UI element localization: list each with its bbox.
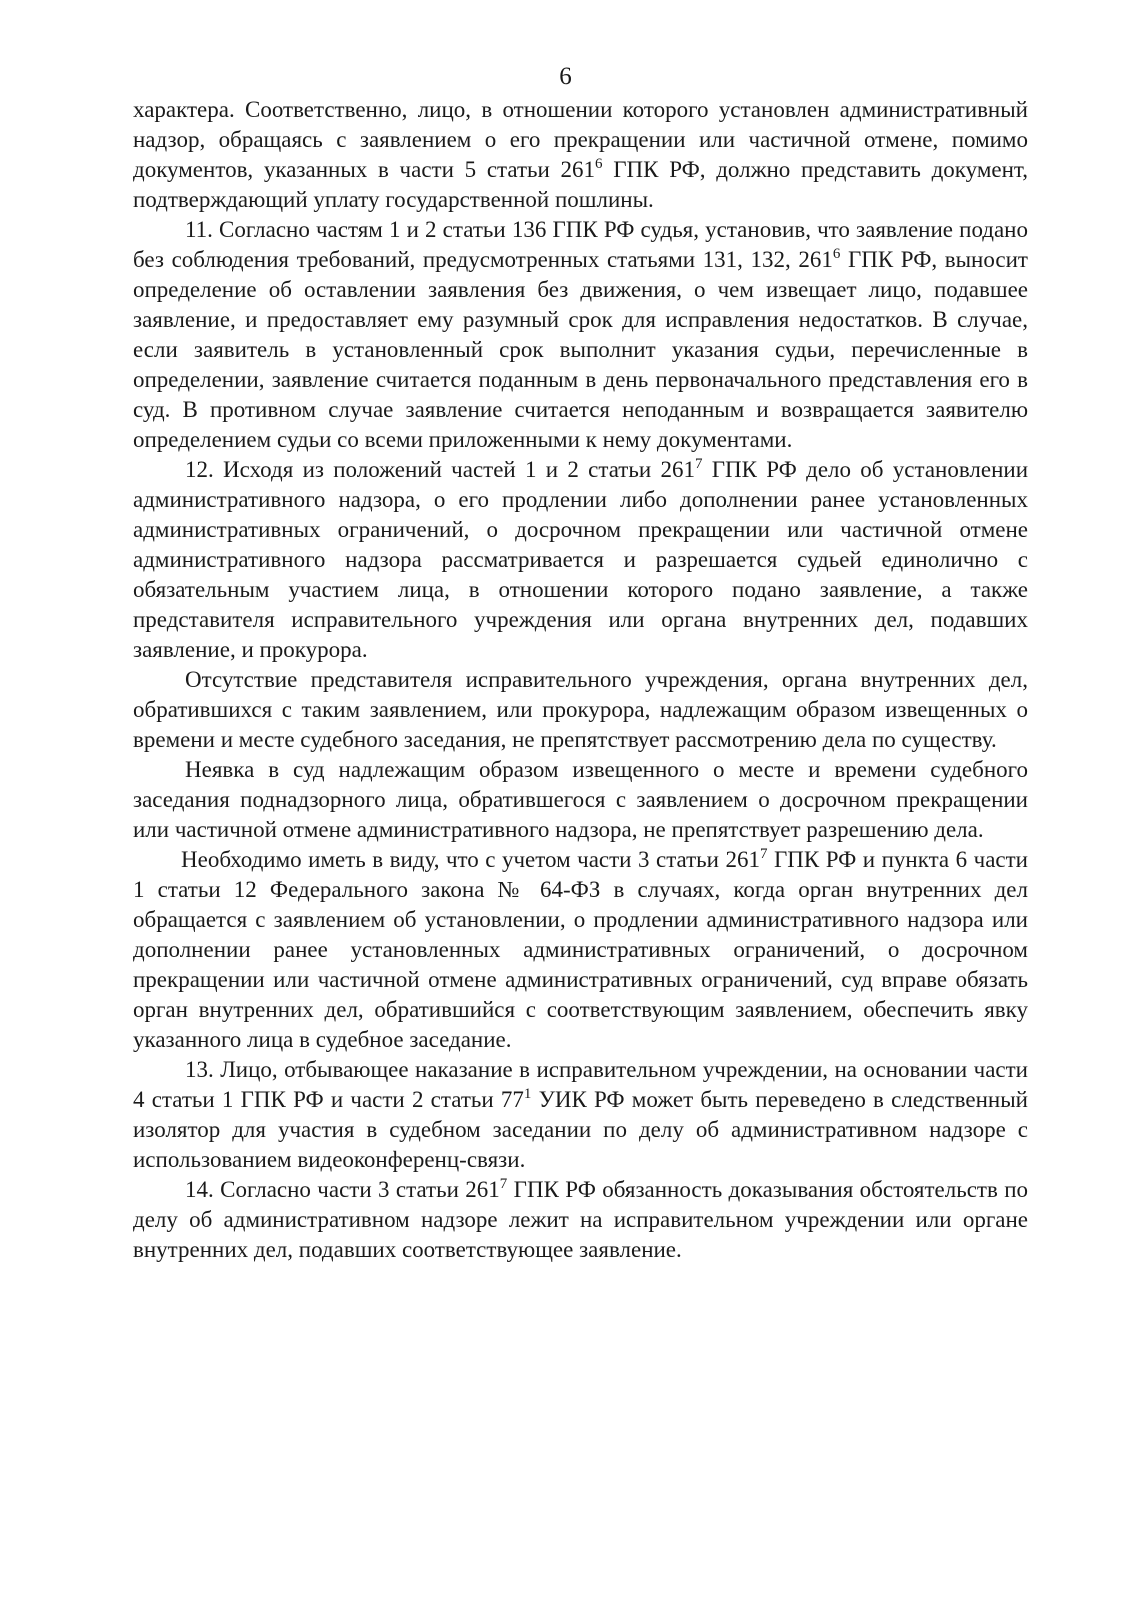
paragraph-text: 14. Согласно части 3 статьи 261 [185,1177,500,1202]
paragraph-item-14 [133,1175,1028,1265]
paragraph-text: характера. Соответственно, лицо, в отношении которого установлен административный надзор, обращаясь с заявлением о его прекращении или частичной отмене, помимо документов, указанных в части 5 статьи 261 [133,97,1028,182]
paragraph-item-11 [133,215,1028,455]
superscript-index: 6 [832,246,841,262]
paragraph-absence [133,665,1028,755]
paragraph-item-12 [133,455,1028,665]
paragraph-text: ГПК РФ, выносит определение об оставлении заявления без движения, о чем извещает лицо, подавшее заявление, и предоставляет ему разумный срок для исправления недостатков. В случае, если заявитель в установленный срок выполнит указания судьи, перечисленные в определении, заявление считается поданным в день первоначального представления его в суд. В противном случае заявление считается неподанным и возвращается заявителю определением судьи со всеми приложенными к нему документами. [133,247,1028,452]
document-body [133,95,1028,1265]
paragraph-continuation [133,95,1028,215]
superscript-index: 7 [759,846,768,862]
paragraph-text: УИК РФ может быть переведено в следственный изолятор для участия в судебном заседании по делу об административном надзоре с использованием видеоконференц-связи. [133,1087,1028,1172]
superscript-index: 7 [499,1176,508,1192]
paragraph-text: Необходимо иметь в виду, что с учетом части 3 статьи 261 [181,847,760,872]
paragraph-text: ГПК РФ и пункта 6 части 1 статьи 12 Федерального закона № 64-ФЗ в случаях, когда орган внутренних дел обращается с заявлением об установлении, о продлении административного надзора или дополнении ранее установленных административных ограничений, о досрочном прекращении или частичной отмене административных ограничений, суд вправе обязать орган внутренних дел, обратившийся с соответствующим заявлением, обеспечить явку указанного лица в судебное заседание. [133,847,1028,1052]
paragraph-text: ГПК РФ дело об установлении административного надзора, о его продлении либо дополнении ранее установленных административных ограничений, о досрочном прекращении или частичной отмене административного надзора рассматривается и разрешается судьей единолично с обязательным участием лица, в отношении которого подано заявление, а также представителя исправительного учреждения или органа внутренних дел, подавших заявление, и прокурора. [133,457,1028,662]
paragraph-text: Неявка в суд надлежащим образом извещенного о месте и времени судебного заседания поднадзорного лица, обратившегося с заявлением о досрочном прекращении или частичной отмене административного надзора, не препятствует разрешению дела. [133,757,1028,842]
page-number: 6 [559,63,572,90]
paragraph-text: Отсутствие представителя исправительного учреждения, органа внутренних дел, обратившихся с таким заявлением, или прокурора, надлежащим образом извещенных о времени и месте судебного заседания, не препятствует рассмотрению дела по существу. [133,667,1028,752]
paragraph-text: 11. Согласно частям 1 и 2 статьи 136 ГПК РФ судья, установив, что заявление подано без соблюдения требований, предусмотренных статьями 131, 132, 261 [133,217,1028,272]
paragraph-text: 13. Лицо, отбывающее наказание в исправительном учреждении, на основании части 4 статьи 1 ГПК РФ и части 2 статьи 77 [133,1057,1028,1112]
superscript-index: 6 [595,156,603,172]
paragraph-item-13 [133,1055,1028,1175]
superscript-index: 1 [523,1086,532,1102]
paragraph-text: ГПК РФ, должно представить документ, подтверждающий уплату государственной пошлины. [133,157,1028,212]
paragraph-necessary [133,845,1028,1055]
paragraph-text: 12. Исходя из положений частей 1 и 2 статьи 261 [185,457,695,482]
paragraph-text: ГПК РФ обязанность доказывания обстоятельств по делу об административном надзоре лежит на исправительном учреждении или органе внутренних дел, подавших соответствующее заявление. [133,1177,1028,1262]
paragraph-nonappearance [133,755,1028,845]
superscript-index: 7 [694,456,703,472]
